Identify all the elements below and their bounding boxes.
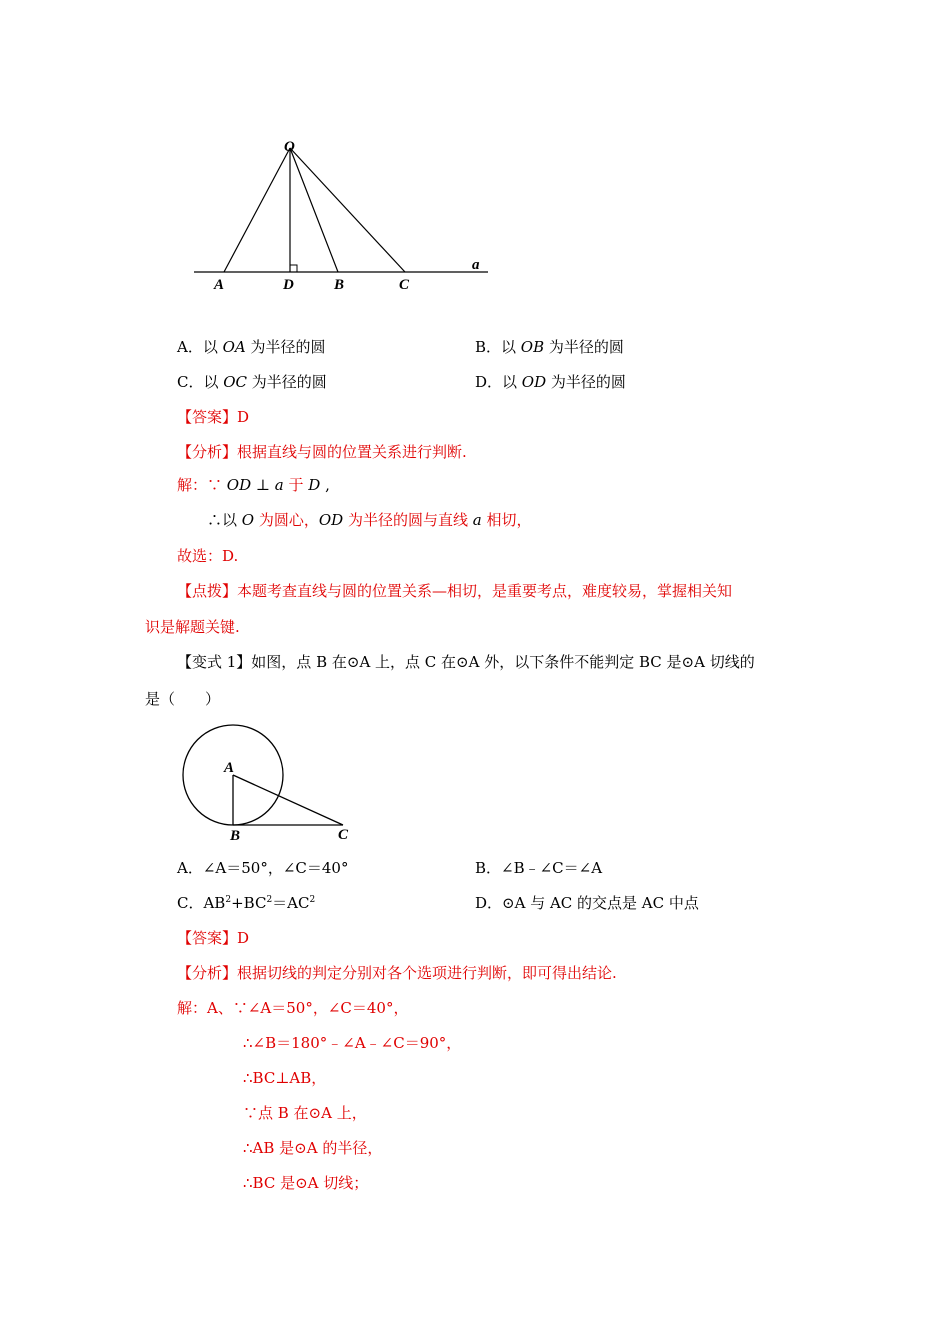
sol2-v1: O <box>241 511 255 529</box>
sol2-v2: OD <box>318 511 344 529</box>
q2-solution-line4: ∵点 B 在⊙A 上， <box>243 1104 367 1122</box>
q2-solution-line2: ∴∠B＝180°﹣∠A﹣∠C＝90°， <box>243 1034 462 1052</box>
q1-solution-line2 <box>207 510 531 530</box>
option-b-var: OB <box>520 338 545 356</box>
sol1-v3: D <box>308 476 321 494</box>
label-c2: C <box>338 827 349 843</box>
sol1-v1: OD <box>226 476 252 494</box>
figure-perpendicular-lines <box>180 130 500 300</box>
label-d: D <box>283 277 294 293</box>
option-c-var: OC <box>223 373 248 391</box>
segment-oa <box>224 148 290 272</box>
q2c-s1: 2 <box>225 895 232 905</box>
option-d <box>475 372 626 392</box>
sol1-post: , <box>320 476 330 494</box>
q2-option-b: B．∠B﹣∠C＝∠A <box>475 859 603 877</box>
sol1-mid: ⊥ <box>251 476 275 494</box>
q1-analysis: 【分析】根据直线与圆的位置关系进行判断. <box>177 443 467 461</box>
label-a: A <box>214 277 225 293</box>
q2c-p1: C．AB <box>177 894 226 912</box>
q2c-p2: +BC <box>231 894 267 912</box>
option-a <box>177 337 326 357</box>
sol1-mid2: 于 <box>283 476 309 494</box>
sol2-mid: 为圆心， <box>254 511 319 529</box>
q2-stem-line2: 是（ ） <box>145 690 221 708</box>
option-b-text: 为半径的圆 <box>544 338 624 356</box>
q2-analysis: 【分析】根据切线的判定分别对各个选项进行判断，即可得出结论. <box>177 964 617 982</box>
option-c-text: 为半径的圆 <box>247 373 327 391</box>
label-b: B <box>334 277 345 293</box>
q1-comment-line2: 识是解题关键. <box>145 618 240 636</box>
q1-comment-line1: 【点拨】本题考查直线与圆的位置关系—相切，是重要考点，难度较易，掌握相关知 <box>177 582 733 600</box>
label-c: C <box>399 277 410 293</box>
option-b-letter: B．以 <box>475 338 521 356</box>
q2-solution-line1: 解：A、∵∠A＝50°，∠C＝40°， <box>177 999 409 1017</box>
q2-answer: 【答案】D <box>177 929 250 947</box>
figure-circle-tangent <box>175 722 365 847</box>
segment-ob <box>290 148 338 272</box>
option-a-var: OA <box>222 338 246 356</box>
sol1-pre: 解：∵ <box>177 476 227 494</box>
segment-ac <box>233 775 343 825</box>
q2c-s3: 2 <box>309 895 316 905</box>
q2-stem-line1: 【变式 1】如图，点 B 在⊙A 上，点 C 在⊙A 外，以下条件不能判定 BC 是⊙A 切线的 <box>177 653 755 671</box>
sol2-mid2: 为半径的圆与直线 <box>343 511 473 529</box>
option-c <box>177 372 327 392</box>
sol2-v3: a <box>472 511 482 529</box>
option-d-letter: D．以 <box>475 373 522 391</box>
label-o: O <box>284 139 295 155</box>
q2c-s2: 2 <box>266 895 273 905</box>
q2-solution-line3: ∴BC⊥AB， <box>243 1069 327 1087</box>
option-a-text: 为半径的圆 <box>245 338 326 356</box>
q1-answer: 【答案】D <box>177 408 250 426</box>
right-angle-mark <box>290 265 297 272</box>
q2-option-a: A．∠A＝50°，∠C＝40° <box>177 859 349 877</box>
segment-oc <box>290 148 405 272</box>
sol2-post: 相切， <box>481 511 532 529</box>
option-a-letter: A．以 <box>177 338 223 356</box>
label-b2: B <box>230 828 241 844</box>
q2-option-d: D．⊙A 与 AC 的交点是 AC 中点 <box>475 894 699 912</box>
q1-choose: 故选：D. <box>177 547 239 565</box>
option-c-letter: C．以 <box>177 373 224 391</box>
option-d-text: 为半径的圆 <box>546 373 626 391</box>
q2-option-c <box>177 893 315 913</box>
q1-solution-line1 <box>177 475 330 495</box>
label-line-a: a <box>472 257 480 273</box>
q2-solution-line5: ∴AB 是⊙A 的半径， <box>243 1139 383 1157</box>
sol2-pre: ∴以 <box>207 511 242 529</box>
sol1-v2: a <box>274 476 284 494</box>
label-a2: A <box>224 760 235 776</box>
option-d-var: OD <box>521 373 547 391</box>
q2-solution-line6: ∴BC 是⊙A 切线； <box>243 1174 369 1192</box>
option-b <box>475 337 624 357</box>
q2c-p3: ＝AC <box>272 894 310 912</box>
